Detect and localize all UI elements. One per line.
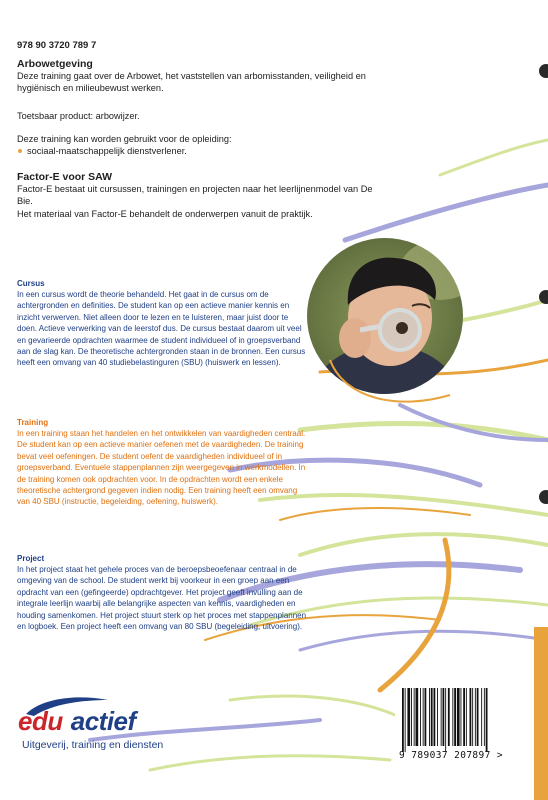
barcode-digits: 9 789037 207897 >: [399, 750, 504, 761]
factor-e-title: Factor-E voor SAW: [17, 171, 113, 183]
training-body: In een training staan het handelen en het ontwikkelen van vaardigheden centraal. De student kan op een actieve manier oefenen met de vaardigheden. De training bevat veel oefeningen. De student oefent de vaardigheden individueel of in groepsverband. Eventuele stappenplannen zijn weergegeven in werkmodellen. In de training komen ook opdrachten voor. In de opdrachten wordt een enkele theoretische achtergrond gegeven indien nodig. Een training heeft een omvang van 40 SBU (instructie, begeleiding, oefening, huiswerk).: [17, 429, 306, 507]
barcode-bar: [402, 688, 404, 752]
barcode-bar: [477, 688, 479, 746]
barcode-bar: [454, 688, 456, 746]
arbowetgeving-body: Deze training gaat over de Arbowet, het vaststellen van arbomisstanden, veiligheid en hygiënisch en milieubewust werken.: [17, 71, 366, 94]
barcode-bar: [461, 688, 462, 746]
barcode-bar: [441, 688, 442, 746]
logo-actief: actief: [70, 706, 136, 736]
barcode-bar: [423, 688, 424, 746]
opleiding-item: sociaal-maatschappelijk dienstverlener.: [17, 145, 317, 157]
logo-edu: edu: [18, 706, 63, 736]
cursus-title: Cursus: [17, 279, 45, 288]
barcode-bar: [484, 688, 485, 746]
training-title: Training: [17, 418, 49, 427]
project-title: Project: [17, 554, 45, 563]
barcode-bar: [463, 688, 465, 746]
barcode-bar: [425, 688, 427, 746]
barcode-bar: [443, 688, 445, 746]
barcode-bar: [486, 688, 488, 752]
barcode-bar: [445, 688, 446, 752]
barcode-bar: [437, 688, 438, 746]
barcode-bar: [434, 688, 436, 746]
barcode-bar: [481, 688, 482, 746]
factor-e-line: Factor-E bestaat uit cursussen, trainingen en projecten naar het leerlijnenmodel van De Bie.: [17, 184, 373, 207]
barcode-bar: [470, 688, 472, 746]
factor-e-line: Het materiaal van Factor-E behandelt de onderwerpen vanuit de praktijk.: [17, 208, 313, 219]
isbn-number: 978 90 3720 789 7: [17, 40, 97, 51]
barcode-bar: [407, 688, 410, 746]
barcode-bar: [452, 688, 453, 746]
cursus-body: In een cursus wordt de theorie behandeld. Het gaat in de cursus om de achtergronden en definities. De student kan op een actieve manier kennis en inzicht verwerven. Niet alleen door te lezen en te luisteren, maar juist door te doen. Actieve verwerking van de leerstof dus. De cursus bestaat daarom uit veel en gevarieerde opdrachten waarmee de student individueel of in groepsverband aan de slag kan. De theoretische achtergronden staan in de bronnen. Een cursus heeft een omvang van 40 studiebelastinguren (SBU) (huiswerk en lessen).: [17, 290, 306, 368]
barcode-bar: [448, 688, 450, 746]
barcode-bar: [420, 688, 421, 746]
barcode-bar: [405, 688, 406, 752]
toetsbaar-product: Toetsbaar product: arbowijzer.: [17, 111, 140, 121]
barcode-bar: [411, 688, 412, 746]
project-body: In het project staat het gehele proces van de beroepsbeoefenaar centraal in de omgeving van de school. De student werkt bij voorkeur in een groep aan een opdracht van een (gefingeerde) opdrachtgever. Het project geeft invulling aan de integrale leerlijn waarbij alle belangrijke aspecten van kennis, vaardigheden en houding samenkomen. Het project stuurt sterk op het proces met stappenplannen en logboek. Een project heeft een omvang van 80 SBU (begeleiding, uitvoering).: [17, 565, 307, 632]
barcode-bar: [475, 688, 476, 746]
barcode-bar: [414, 688, 415, 746]
barcode-bar: [472, 688, 473, 746]
barcode-bar: [429, 688, 430, 746]
barcode-bar: [466, 688, 467, 746]
barcode-bar: [457, 688, 460, 746]
logo-tagline: Uitgeverij, training en diensten: [22, 739, 164, 751]
arbowetgeving-title: Arbowetgeving: [17, 58, 93, 70]
barcode-bar: [431, 688, 433, 746]
barcode-bar: [416, 688, 419, 746]
opleiding-intro: Deze training kan worden gebruikt voor de opleiding:: [17, 134, 232, 144]
